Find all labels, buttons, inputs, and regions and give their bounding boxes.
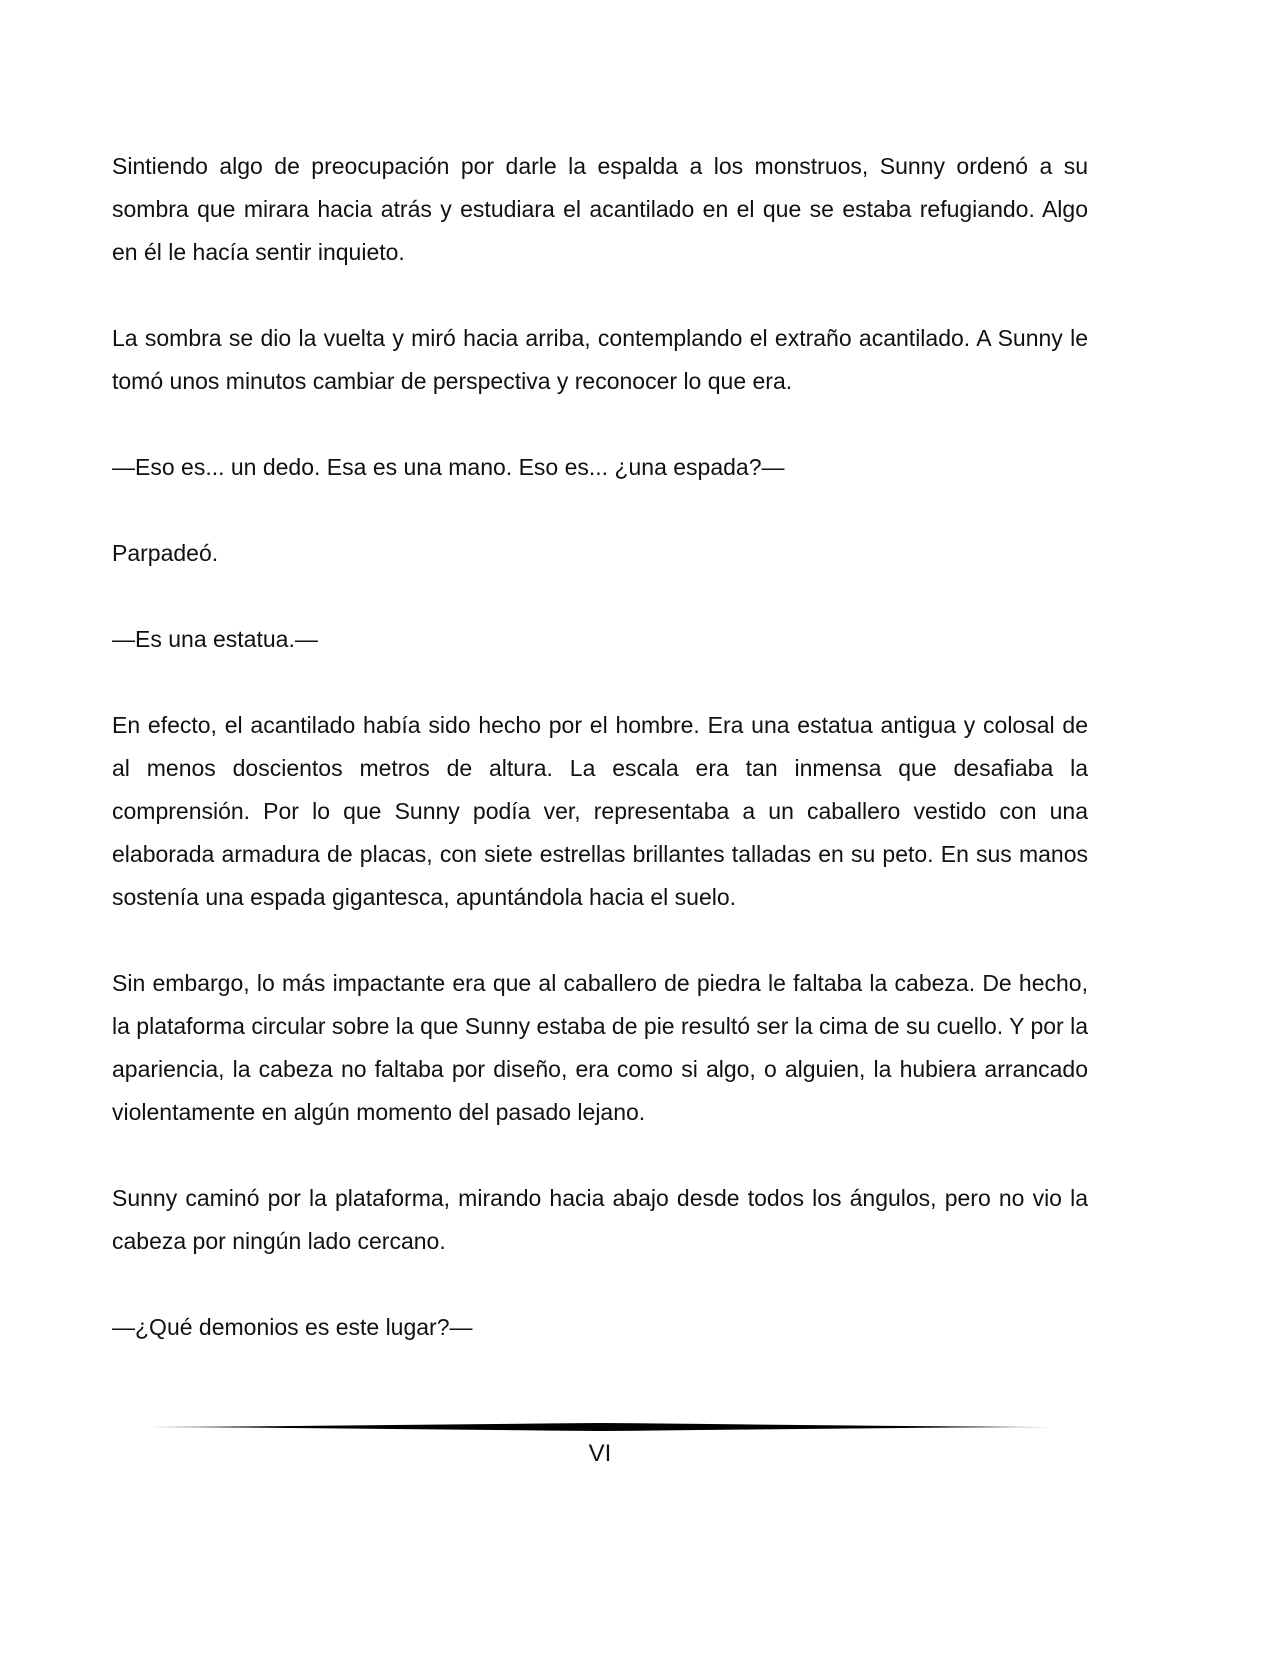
dialogue-paragraph: —Es una estatua.— xyxy=(112,626,318,652)
paragraph: Sunny caminó por la plataforma, mirando hacia abajo desde todos los ángulos, pero no vio la cabeza por ningún lado cercano. xyxy=(112,1185,1088,1254)
paragraph: La sombra se dio la vuelta y miró hacia arriba, contemplando el extraño acantilado. A Sunny le tomó unos minutos cambiar de perspectiva y reconocer lo que era. xyxy=(112,325,1088,394)
dialogue-paragraph: —¿Qué demonios es este lugar?— xyxy=(112,1314,473,1340)
footer-divider xyxy=(150,1420,1050,1434)
paragraph: En efecto, el acantilado había sido hecho por el hombre. Era una estatua antigua y colosal de al menos doscientos metros de altura. La escala era tan inmensa que desafiaba la comprensión. Por lo que Sunny podía ver, representaba a un caballero vestido con una elaborada armadura de placas, con siete estrellas brillantes talladas en su peto. En sus manos sostenía una espada gigantesca, apuntándola hacia el suelo. xyxy=(112,712,1088,910)
page-number: VI xyxy=(588,1440,612,1467)
paragraph: Sin embargo, lo más impactante era que al caballero de piedra le faltaba la cabeza. De hecho, la plataforma circular sobre la que Sunny estaba de pie resultó ser la cima de su cuello. Y por la apariencia, la cabeza no faltaba por diseño, era como si algo, o alguien, la hubiera arrancado violentamente en algún momento del pasado lejano. xyxy=(112,970,1088,1125)
paragraph: Sintiendo algo de preocupación por darle la espalda a los monstruos, Sunny ordenó a su sombra que mirara hacia atrás y estudiara el acantilado en el que se estaba refugiando. Algo en él le hacía sentir inquieto. xyxy=(112,153,1088,265)
body-text xyxy=(112,145,1088,1349)
dialogue-paragraph: —Eso es... un dedo. Esa es una mano. Eso es... ¿una espada?— xyxy=(112,454,785,480)
paragraph: Parpadeó. xyxy=(112,540,219,566)
